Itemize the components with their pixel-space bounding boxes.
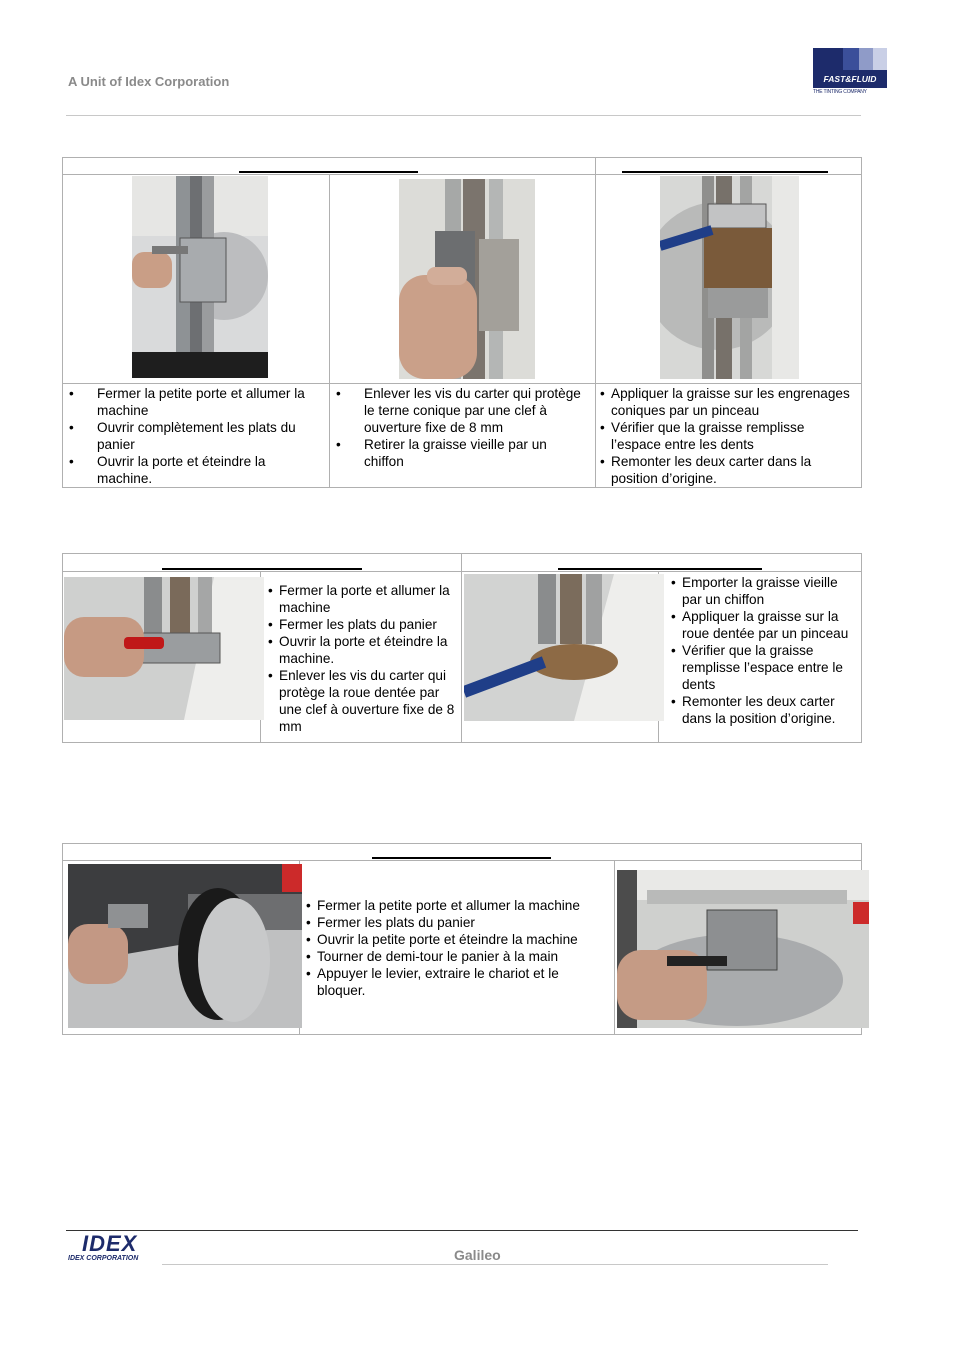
list-item: • Fermer la petite porte et allumer la machine bbox=[304, 897, 610, 914]
list-item: • Remonter les deux carter dans la position d’origine. bbox=[598, 453, 857, 487]
list-item: • Fermer les plats du panier bbox=[304, 914, 610, 931]
idex-logo-sub: IDEX CORPORATION bbox=[68, 1255, 139, 1262]
photo-gear-cover-2 bbox=[399, 179, 535, 379]
logo-tagline: THE TINTING COMPANY bbox=[813, 89, 867, 95]
list-item: • Ouvrir la porte et éteindre la machine. bbox=[63, 453, 323, 487]
company-subtitle: A Unit of Idex Corporation bbox=[68, 74, 230, 89]
list-item: • Emporter la graisse vieille par un chiffon bbox=[669, 574, 859, 608]
fast-fluid-logo bbox=[813, 48, 887, 100]
section2-heading-underline bbox=[558, 568, 762, 570]
photo-gear-cover-1 bbox=[132, 176, 268, 378]
list-item: • Tourner de demi-tour le panier à la main bbox=[304, 948, 610, 965]
photo-greasing-wheel bbox=[464, 574, 664, 721]
list-item: • Appuyer le levier, extraire le chariot et le bloquer. bbox=[304, 965, 610, 999]
section2-heading-underline bbox=[162, 568, 362, 570]
list-item: • Appliquer la graisse sur les engrenages coniques par un pinceau bbox=[598, 385, 857, 419]
section1-heading-underline bbox=[239, 171, 418, 173]
list-item: • Fermer les plats du panier bbox=[266, 616, 458, 633]
photo-basket-lever bbox=[68, 864, 302, 1028]
list-item: • Fermer la petite porte et allumer la machine bbox=[63, 385, 323, 419]
photo-gear-cover-screw bbox=[64, 577, 264, 720]
idex-logo bbox=[68, 1233, 160, 1263]
list-item: • Ouvrir la porte et éteindre la machine. bbox=[266, 633, 458, 667]
list-item: • Vérifier que la graisse remplisse l’espace entre les dents bbox=[598, 419, 857, 453]
document-title: Galileo bbox=[454, 1247, 501, 1263]
list-item: • Enlever les vis du carter qui protège la roue dentée par une clef à ouverture fixe de 8 mm bbox=[266, 667, 458, 735]
list-item: • Remonter les deux carter dans la position d’origine. bbox=[669, 693, 859, 727]
list-item: • Fermer la porte et allumer la machine bbox=[266, 582, 458, 616]
photo-greasing-gear bbox=[660, 176, 799, 379]
list-item: • Retirer la graisse vieille par un chiffon bbox=[330, 436, 589, 470]
photo-basket-carriage bbox=[617, 870, 869, 1028]
footer-rule-bottom bbox=[162, 1264, 828, 1265]
list-item: • Ouvrir la petite porte et éteindre la machine bbox=[304, 931, 610, 948]
footer-rule-top bbox=[66, 1230, 858, 1231]
section1-heading-underline bbox=[622, 171, 828, 173]
idex-logo-mark: IDEX bbox=[82, 1231, 138, 1256]
list-item: • Ouvrir complètement les plats du panier bbox=[63, 419, 323, 453]
list-item: • Enlever les vis du carter qui protège le terne conique par une clef à ouverture fixe de 8 mm bbox=[330, 385, 589, 436]
list-item: • Vérifier que la graisse remplisse l’espace entre le dents bbox=[669, 642, 859, 693]
header-rule bbox=[66, 115, 861, 116]
list-item: • Appliquer la graisse sur la roue dentée par un pinceau bbox=[669, 608, 859, 642]
logo-brand: FAST&FLUID bbox=[813, 70, 887, 88]
section3-heading-underline bbox=[372, 857, 551, 859]
